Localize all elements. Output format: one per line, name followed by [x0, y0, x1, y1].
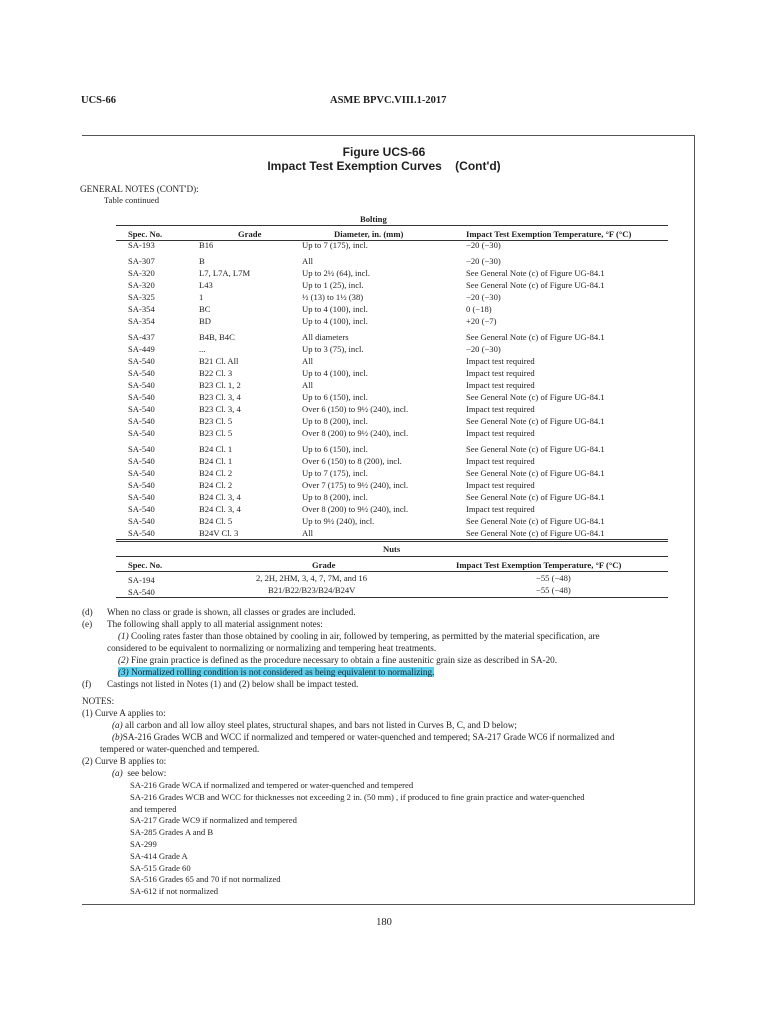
bolting-row-18-col-1: SA-540: [128, 456, 155, 466]
nuts-top-rule: [116, 556, 668, 557]
nuts-row-1-grade: 2, 2H, 2HM, 3, 4, 7, 7M, and 16: [256, 573, 368, 583]
bolting-row-8-col-4: See General Note (c) of Figure UG-84.1: [466, 332, 605, 342]
bolting-row-3-col-3: Up to 2½ (64), incl.: [302, 268, 371, 278]
bolting-header-temp: Impact Test Exemption Temperature, °F (°C): [466, 229, 632, 239]
bolting-row-12-col-3: All: [302, 380, 313, 390]
nuts-row-1-spec: SA-194: [128, 575, 155, 585]
bolting-row-2-col-1: SA-307: [128, 256, 155, 266]
nuts-row-2-spec: SA-540: [128, 587, 155, 597]
bolting-row-18-col-4: Impact test required: [466, 456, 535, 466]
nuts-caption: Nuts: [383, 544, 401, 554]
bolting-row-14-col-2: B23 Cl. 3, 4: [199, 404, 241, 414]
bolting-row-12-col-4: Impact test required: [466, 380, 535, 390]
bolting-row-7-col-2: BD: [199, 316, 211, 326]
bolting-row-16-col-1: SA-540: [128, 428, 155, 438]
notes-heading: NOTES:: [82, 696, 115, 706]
bolting-header-spec: Spec. No.: [128, 229, 163, 239]
bolting-row-20-col-1: SA-540: [128, 480, 155, 490]
note-2-item-5: SA-285 Grades A and B: [130, 827, 214, 838]
bolting-row-11-col-2: B22 Cl. 3: [199, 368, 233, 378]
bolting-row-1-col-4: −20 (−30): [466, 240, 501, 250]
bolting-row-20-col-3: Over 7 (175) to 9½ (240), incl.: [302, 480, 409, 490]
bolting-row-18-col-2: B24 Cl. 1: [199, 456, 233, 466]
bolting-row-16-col-2: B23 Cl. 5: [199, 428, 233, 438]
bolting-row-17-col-1: SA-540: [128, 444, 155, 454]
bolting-row-6-col-3: Up to 4 (100), incl.: [302, 304, 368, 314]
bolting-row-3-col-2: L7, L7A, L7M: [199, 268, 251, 278]
bolting-row-15-col-3: Up to 8 (200), incl.: [302, 416, 368, 426]
bolting-row-9-col-3: Up to 3 (75), incl.: [302, 344, 364, 354]
nuts-header-spec: Spec. No.: [128, 560, 163, 570]
bolting-row-4-col-4: See General Note (c) of Figure UG-84.1: [466, 280, 605, 290]
bolting-row-23-col-1: SA-540: [128, 516, 155, 526]
bolting-row-12-col-1: SA-540: [128, 380, 155, 390]
bolting-row-23-col-3: Up to 9½ (240), incl.: [302, 516, 375, 526]
note-2-item-8: SA-515 Grade 60: [130, 862, 191, 873]
bolting-row-7-col-1: SA-354: [128, 316, 155, 326]
bolting-row-19-col-1: SA-540: [128, 468, 155, 478]
bolting-row-3-col-4: See General Note (c) of Figure UG-84.1: [466, 268, 605, 278]
bolting-row-24-col-2: B24V Cl. 3: [199, 528, 239, 538]
bolting-row-11-col-3: Up to 4 (100), incl.: [302, 368, 368, 378]
bolting-row-4-col-3: Up to 1 (25), incl.: [302, 280, 364, 290]
general-note-f-label: (f): [82, 679, 92, 689]
general-note-e-text: The following shall apply to all material assignment notes:: [107, 619, 323, 629]
bolting-row-5-col-1: SA-325: [128, 292, 155, 302]
bolting-row-2-col-4: −20 (−30): [466, 256, 501, 266]
bolting-row-20-col-4: Impact test required: [466, 480, 535, 490]
bolting-row-10-col-4: Impact test required: [466, 356, 535, 366]
general-notes-heading: GENERAL NOTES (CONT'D):: [80, 184, 199, 194]
bolting-row-19-col-4: See General Note (c) of Figure UG-84.1: [466, 468, 605, 478]
table-continued: Table continued: [104, 195, 159, 205]
bolting-row-23-col-2: B24 Cl. 5: [199, 516, 233, 526]
running-header-title: ASME BPVC.VIII.1-2017: [330, 95, 447, 106]
bolting-row-11-col-4: Impact test required: [466, 368, 535, 378]
bolting-row-4-col-2: L43: [199, 280, 213, 290]
nuts-bottom-rule: [116, 597, 668, 598]
bolting-row-4-col-1: SA-320: [128, 280, 155, 290]
note-1-heading: (1) Curve A applies to:: [82, 708, 166, 718]
note-2-item-4: SA-217 Grade WC9 if normalized and tempered: [130, 815, 297, 826]
bolting-row-8-col-1: SA-437: [128, 332, 155, 342]
bolting-row-22-col-4: Impact test required: [466, 504, 535, 514]
nuts-row-2-grade: B21/B22/B23/B24/B24V: [268, 585, 356, 595]
bolting-row-1-col-3: Up to 7 (175), incl.: [302, 240, 368, 250]
bolting-top-rule: [116, 225, 668, 226]
bolting-row-9-col-2: ...: [199, 344, 206, 354]
bolting-row-6-col-2: BC: [199, 304, 211, 314]
note-2-item-10: SA-612 if not normalized: [130, 886, 219, 897]
bolting-row-17-col-2: B24 Cl. 1: [199, 444, 233, 454]
general-note-d-text: When no class or grade is shown, all classes or grades are included.: [107, 607, 356, 617]
nuts-header-grade: Grade: [312, 560, 336, 570]
figure-subtitle: Impact Test Exemption Curves (Cont'd): [267, 159, 501, 173]
bolting-row-22-col-2: B24 Cl. 3, 4: [199, 504, 241, 514]
bolting-row-20-col-2: B24 Cl. 2: [199, 480, 233, 490]
bolting-row-21-col-4: See General Note (c) of Figure UG-84.1: [466, 492, 605, 502]
bolting-row-24-col-1: SA-540: [128, 528, 155, 538]
bolting-row-15-col-2: B23 Cl. 5: [199, 416, 233, 426]
bolting-row-22-col-3: Over 8 (200) to 9½ (240), incl.: [302, 504, 409, 514]
bolting-row-15-col-1: SA-540: [128, 416, 155, 426]
bolting-row-10-col-2: B21 Cl. All: [199, 356, 239, 366]
note-e-1-cont: considered to be equivalent to normalizing or normalizing and tempering heat treatments.: [107, 643, 437, 653]
figure-title: Figure UCS-66: [342, 145, 426, 159]
nuts-header-rule: [116, 571, 668, 572]
bolting-row-16-col-4: Impact test required: [466, 428, 535, 438]
bolting-row-18-col-3: Over 6 (150) to 8 (200), incl.: [302, 456, 402, 466]
bolting-row-15-col-4: See General Note (c) of Figure UG-84.1: [466, 416, 605, 426]
note-2-item-6: SA-299: [130, 839, 157, 849]
bolting-header-diameter: Diameter, in. (mm): [334, 229, 404, 239]
bolting-row-21-col-1: SA-540: [128, 492, 155, 502]
bolting-row-8-col-3: All diameters: [302, 332, 349, 342]
note-2-item-7: SA-414 Grade A: [130, 850, 188, 861]
note-1-b-cont: tempered or water-quenched and tempered.: [100, 744, 260, 754]
bolting-row-5-col-3: ½ (13) to 1½ (38): [302, 292, 364, 302]
nuts-row-2-temp: −55 (−48): [536, 585, 571, 595]
note-2-a: (a) see below:: [112, 768, 167, 778]
bolting-last-row-rule: [116, 539, 668, 540]
bolting-bottom-rule: [116, 541, 668, 542]
note-e-3: (3) Normalized rolling condition is not considered as being equivalent to normalizing.: [118, 667, 435, 677]
bolting-row-2-col-3: All: [302, 256, 313, 266]
bolting-row-7-col-4: +20 (−7): [466, 316, 497, 326]
bolting-row-10-col-3: All: [302, 356, 313, 366]
general-note-d-label: (d): [82, 607, 93, 617]
bolting-row-13-col-4: See General Note (c) of Figure UG-84.1: [466, 392, 605, 402]
bolting-row-24-col-3: All: [302, 528, 313, 538]
bolting-row-11-col-1: SA-540: [128, 368, 155, 378]
bolting-row-13-col-3: Up to 6 (150), incl.: [302, 392, 368, 402]
note-2-item-3: and tempered: [130, 803, 177, 814]
bolting-row-3-col-1: SA-320: [128, 268, 155, 278]
bolting-row-2-col-2: B: [199, 256, 205, 266]
running-header-section: UCS-66: [81, 95, 117, 106]
note-2-heading: (2) Curve B applies to:: [82, 756, 167, 766]
bolting-row-1-col-1: SA-193: [128, 240, 155, 250]
bolting-row-13-col-1: SA-540: [128, 392, 155, 402]
bolting-row-24-col-4: See General Note (c) of Figure UG-84.1: [466, 528, 605, 538]
bolting-caption: Bolting: [360, 214, 387, 224]
bolting-row-1-col-2: B16: [199, 240, 214, 250]
note-e-2: (2) Fine grain practice is defined as the procedure necessary to obtain a fine austenitic grain size as described in SA-20.: [118, 655, 558, 665]
bolting-row-23-col-4: See General Note (c) of Figure UG-84.1: [466, 516, 605, 526]
bolting-row-21-col-2: B24 Cl. 3, 4: [199, 492, 241, 502]
note-1-b: (b)SA-216 Grades WCB and WCC if normalized and tempered or water-quenched and tempered; SA-217 Grade WC6 if normalized and: [112, 732, 615, 742]
note-1-a: (a) all carbon and all low alloy steel plates, structural shapes, and bars not listed in Curves B, C, and D below;: [112, 720, 517, 730]
bolting-row-8-col-2: B4B, B4C: [199, 332, 235, 342]
note-2-item-2: SA-216 Grades WCB and WCC for thicknesses not exceeding 2 in. (50 mm) , if produced to fine grain practice and water-quenched: [130, 791, 585, 802]
nuts-header-temp: Impact Test Exemption Temperature, °F (°C): [456, 560, 622, 570]
bolting-header-grade: Grade: [238, 229, 262, 239]
page-number: 180: [376, 917, 392, 928]
bolting-row-5-col-4: −20 (−30): [466, 292, 501, 302]
bolting-row-21-col-3: Up to 8 (200), incl.: [302, 492, 368, 502]
bolting-row-10-col-1: SA-540: [128, 356, 155, 366]
bolting-row-16-col-3: Over 8 (200) to 9½ (240), incl.: [302, 428, 409, 438]
bolting-row-12-col-2: B23 Cl. 1, 2: [199, 380, 241, 390]
bolting-row-19-col-2: B24 Cl. 2: [199, 468, 233, 478]
bolting-row-22-col-1: SA-540: [128, 504, 155, 514]
general-note-e-label: (e): [82, 619, 93, 629]
bolting-row-17-col-4: See General Note (c) of Figure UG-84.1: [466, 444, 605, 454]
bolting-row-13-col-2: B23 Cl. 3, 4: [199, 392, 241, 402]
note-2-item-1: SA-216 Grade WCA if normalized and tempered or water-quenched and tempered: [130, 780, 414, 790]
bolting-row-6-col-1: SA-354: [128, 304, 155, 314]
note-2-item-9: SA-516 Grades 65 and 70 if not normalized: [130, 874, 281, 885]
bolting-row-9-col-4: −20 (−30): [466, 344, 501, 354]
note-e-1: (1) Cooling rates faster than those obtained by cooling in air, followed by tempering, as permitted by the material specification, are: [118, 631, 600, 641]
bolting-row-14-col-3: Over 6 (150) to 9½ (240), incl.: [302, 404, 409, 414]
bolting-row-6-col-4: 0 (−18): [466, 304, 492, 314]
bolting-row-14-col-4: Impact test required: [466, 404, 535, 414]
bolting-row-17-col-3: Up to 6 (150), incl.: [302, 444, 368, 454]
bolting-row-7-col-3: Up to 4 (100), incl.: [302, 316, 368, 326]
bolting-row-5-col-2: 1: [199, 292, 204, 302]
general-note-f-text: Castings not listed in Notes (1) and (2) below shall be impact tested.: [107, 679, 359, 689]
bolting-row-9-col-1: SA-449: [128, 344, 155, 354]
bolting-row-19-col-3: Up to 7 (175), incl.: [302, 468, 368, 478]
nuts-row-1-temp: −55 (−48): [536, 573, 571, 583]
bolting-row-14-col-1: SA-540: [128, 404, 155, 414]
